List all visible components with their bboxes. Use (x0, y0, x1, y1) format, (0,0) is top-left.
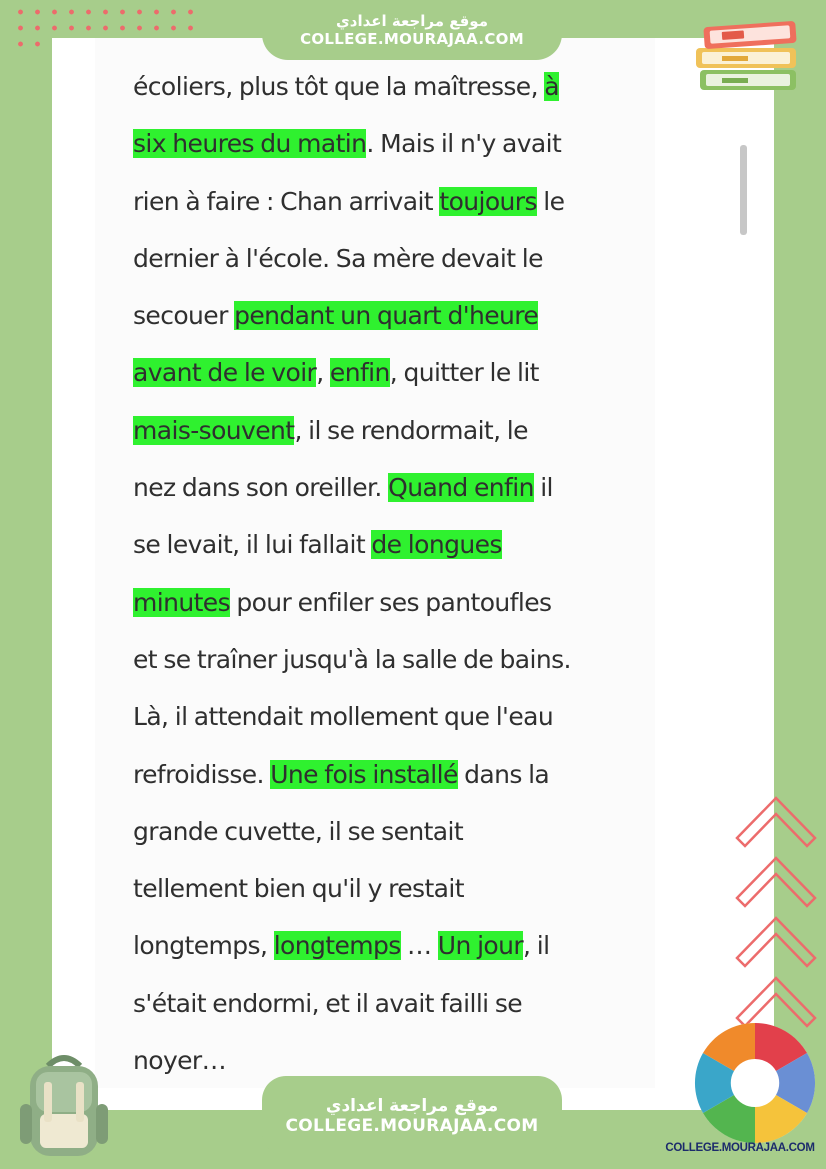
text-segment: , (316, 358, 330, 388)
text-segment: Là, il attendait mollement que l'eau (133, 702, 554, 732)
highlighted-phrase: de longues (371, 530, 502, 560)
text-line (133, 459, 633, 516)
text-segment: dernier à l'école. Sa mère devait le (133, 243, 543, 273)
footer-site-name: موقع مراجعة اعدادي (325, 1095, 499, 1116)
text-line (133, 173, 633, 230)
highlighted-phrase: Un jour (437, 931, 524, 961)
text-line (133, 58, 633, 115)
text-segment: se levait, il lui fallait (133, 530, 372, 560)
text-segment: … (400, 931, 438, 961)
text-segment: , il (523, 931, 550, 961)
text-segment: , quitter le lit (389, 358, 539, 388)
highlighted-phrase: Quand enfin (388, 473, 534, 503)
text-line (133, 574, 633, 631)
header-site-url[interactable]: COLLEGE.MOURAJAA.COM (300, 30, 524, 48)
story-text (133, 58, 633, 1089)
text-line (133, 402, 633, 459)
text-segment: nez dans son oreiller. (133, 473, 389, 503)
header-site-name: موقع مراجعة اعدادي (336, 12, 488, 30)
highlighted-phrase: longtemps (273, 931, 401, 961)
footer-site-url[interactable]: COLLEGE.MOURAJAA.COM (285, 1116, 539, 1136)
text-segment: refroidisse. (133, 759, 271, 789)
header-banner (262, 0, 562, 60)
text-segment: tellement bien qu'il y restait (133, 874, 464, 904)
text-segment: dans la (457, 759, 550, 789)
footer-logo-text: COLLEGE.MOURAJAA.COM (665, 1142, 815, 1154)
text-segment: et se traîner jusqu'à la salle de bains. (133, 644, 571, 674)
text-segment: rien à faire : Chan arrivait (133, 186, 440, 216)
text-segment: il (533, 473, 553, 503)
books-icon (692, 8, 804, 98)
text-segment: noyer… (133, 1046, 226, 1076)
text-segment: longtemps, (133, 931, 274, 961)
education-wheel-logo-icon (692, 1020, 818, 1146)
highlighted-phrase: mais-souvent (133, 415, 295, 445)
chevron-up-decoration-icon (733, 790, 819, 1030)
text-line (133, 975, 633, 1032)
text-line (133, 230, 633, 287)
text-segment: le (536, 186, 565, 216)
text-segment: . Mais il n'y avait (366, 129, 562, 159)
highlighted-phrase: enfin (329, 358, 390, 388)
text-line (133, 516, 633, 573)
text-line (133, 115, 633, 172)
text-line (133, 917, 633, 974)
text-segment: écoliers, plus tôt que la maîtresse, (133, 72, 545, 101)
text-segment: secouer (133, 301, 235, 331)
text-segment: pour enfiler ses pantoufles (230, 587, 552, 617)
highlighted-phrase: toujours (439, 186, 537, 216)
highlighted-phrase: minutes (133, 587, 230, 617)
text-line (133, 860, 633, 917)
highlighted-phrase: avant de le voir (133, 358, 317, 388)
text-line (133, 344, 633, 401)
highlighted-phrase: à (544, 72, 560, 101)
highlighted-phrase: pendant un quart d'heure (234, 301, 539, 331)
text-line (133, 287, 633, 344)
text-segment: grande cuvette, il se sentait (133, 816, 464, 846)
text-line (133, 631, 633, 688)
text-segment: , il se rendormait, le (294, 415, 528, 445)
text-line (133, 803, 633, 860)
highlighted-phrase: six heures du matin (133, 129, 367, 159)
scrollbar[interactable] (740, 145, 747, 235)
text-line (133, 746, 633, 803)
footer-banner (262, 1076, 562, 1156)
highlighted-phrase: Une fois installé (270, 759, 458, 789)
text-line (133, 688, 633, 745)
text-segment: s'était endormi, et il avait failli se (133, 988, 523, 1018)
backpack-icon (14, 1052, 114, 1164)
